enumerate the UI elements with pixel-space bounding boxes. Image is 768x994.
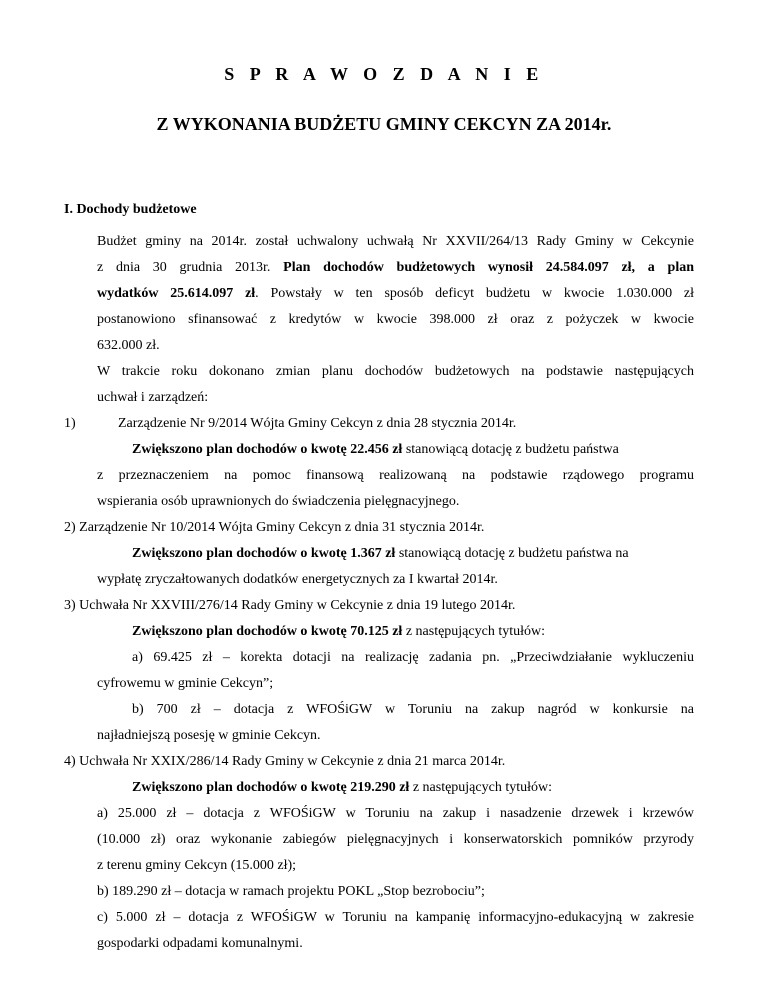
item4-a-line2: (10.000 zł) oraz wykonanie zabiegów pielęgnacyjnych i konserwatorskich pomników przyrody xyxy=(97,832,694,847)
p1-line3-bold: wydatków 25.614.097 zł xyxy=(97,286,256,301)
item4-line1-text: z następujących tytułów: xyxy=(409,780,552,795)
item1-line2: z przeznaczeniem na pomoc finansową realizowaną na podstawie rządowego programu xyxy=(97,468,694,483)
p1-line3 xyxy=(97,284,694,304)
item1-line1-text: stanowiącą dotację z budżetu państwa xyxy=(402,442,619,457)
p1-line3-text: . Powstały w ten sposób deficyt budżetu w kwocie 1.030.000 zł xyxy=(255,286,694,301)
item4-c-line1: c) 5.000 zł – dotacja z WFOŚiGW w Toruniu na kampanię informacyjno-edukacyjną w zakresie xyxy=(97,910,694,925)
item4-c-line2: gospodarki odpadami komunalnymi. xyxy=(97,936,303,951)
item1-heading: Zarządzenie Nr 9/2014 Wójta Gminy Cekcyn z dnia 28 stycznia 2014r. xyxy=(118,416,517,431)
p1-line2-bold: Plan dochodów budżetowych wynosił 24.584.097 zł, a plan xyxy=(283,260,694,275)
document-title: S P R A W O Z D A N I E xyxy=(224,64,544,84)
p1-line5: 632.000 zł. xyxy=(97,338,160,353)
item3-b-line2: najładniejszą posesję w gminie Cekcyn. xyxy=(97,728,321,743)
item3-a-line2: cyfrowemu w gminie Cekcyn”; xyxy=(97,676,274,691)
section-heading: I. Dochody budżetowe xyxy=(64,202,197,217)
item2-line1 xyxy=(132,544,629,564)
p1-line2 xyxy=(97,258,694,278)
item1-line1 xyxy=(132,440,619,460)
item2-line1-text: stanowiącą dotację z budżetu państwa na xyxy=(395,546,629,561)
p1-line1: Budżet gminy na 2014r. został uchwalony uchwałą Nr XXVII/264/13 Rady Gminy w Cekcynie xyxy=(97,234,694,249)
item2-heading: 2) Zarządzenie Nr 10/2014 Wójta Gminy Cekcyn z dnia 31 stycznia 2014r. xyxy=(64,520,485,535)
item3-b-line1: b) 700 zł – dotacja z WFOŚiGW w Toruniu na zakup nagród w konkursie na xyxy=(132,702,694,717)
item3-line1 xyxy=(132,622,545,642)
item2-line2: wypłatę zryczałtowanych dodatków energetycznych za I kwartał 2014r. xyxy=(97,572,498,587)
item1-number: 1) xyxy=(64,416,76,431)
item4-a-line3: z terenu gminy Cekcyn (15.000 zł); xyxy=(97,858,297,873)
p1-line4: postanowiono sfinansować z kredytów w kwocie 398.000 zł oraz z pożyczek w kwocie xyxy=(97,312,694,327)
item4-a-line1: a) 25.000 zł – dotacja z WFOŚiGW w Toruniu na zakup i nasadzenie drzewek i krzewów xyxy=(97,806,694,821)
item1-line1-bold: Zwiększono plan dochodów o kwotę 22.456 zł xyxy=(132,442,403,457)
item4-heading: 4) Uchwała Nr XXIX/286/14 Rady Gminy w Cekcynie z dnia 21 marca 2014r. xyxy=(64,754,506,769)
document-subtitle: Z WYKONANIA BUDŻETU GMINY CEKCYN ZA 2014r. xyxy=(156,114,612,134)
item3-line1-bold: Zwiększono plan dochodów o kwotę 70.125 zł xyxy=(132,624,403,639)
item1-line3: wspierania osób uprawnionych do świadczenia pielęgnacyjnego. xyxy=(97,494,460,509)
item4-b-line1: b) 189.290 zł – dotacja w ramach projektu POKL „Stop bezrobociu”; xyxy=(97,884,485,899)
p1-line2-text: z dnia 30 grudnia 2013r. xyxy=(97,260,271,275)
item4-line1 xyxy=(132,778,552,798)
item3-line1-text: z następujących tytułów: xyxy=(402,624,545,639)
p2-line1: W trakcie roku dokonano zmian planu dochodów budżetowych na podstawie następujących xyxy=(97,364,694,379)
item3-a-line1: a) 69.425 zł – korekta dotacji na realizację zadania pn. „Przeciwdziałanie wykluczeniu xyxy=(132,650,694,665)
item4-line1-bold: Zwiększono plan dochodów o kwotę 219.290 zł xyxy=(132,780,410,795)
item2-line1-bold: Zwiększono plan dochodów o kwotę 1.367 zł xyxy=(132,546,396,561)
item3-heading: 3) Uchwała Nr XXVIII/276/14 Rady Gminy w Cekcynie z dnia 19 lutego 2014r. xyxy=(64,598,516,613)
p2-line2: uchwał i zarządzeń: xyxy=(97,390,209,405)
